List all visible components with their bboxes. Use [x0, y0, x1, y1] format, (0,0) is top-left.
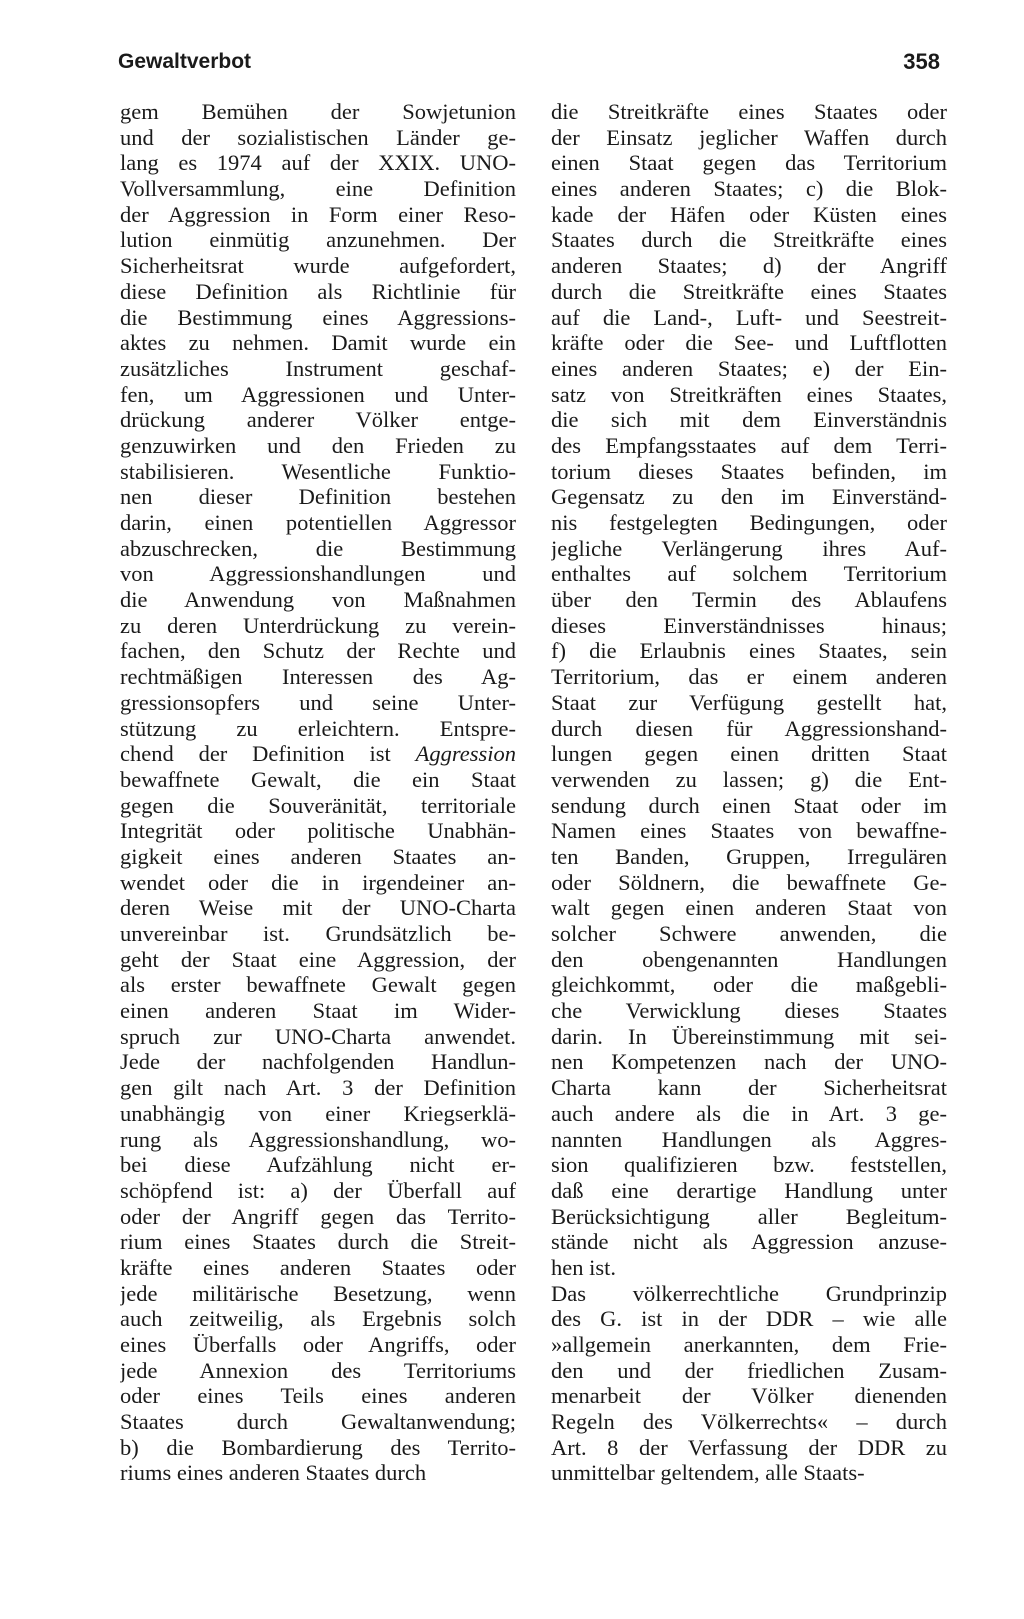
text-line: nannten Handlungen als Aggres-	[551, 1126, 947, 1152]
emphasized-term: Aggression	[415, 741, 516, 767]
text-line: »allgemein anerkannten, dem Frie-	[551, 1332, 947, 1357]
text-line: schöpfend ist: a) der Überfall auf	[120, 1177, 516, 1203]
text-line: fen, um Aggressionen und Unter-	[120, 381, 516, 407]
text-line: rung als Aggressionshandlung, wo-	[120, 1126, 516, 1152]
page-number: 358	[903, 49, 940, 74]
text-line: durch die Streitkräfte eines Staates	[551, 278, 947, 304]
text-line: als erster bewaffnete Gewalt gegen	[120, 972, 516, 998]
text-line: gem Bemühen der Sowjetunion	[120, 99, 516, 124]
text-line: drückung anderer Völker entge-	[120, 407, 516, 433]
text-line: riums eines anderen Staates durch	[120, 1460, 427, 1486]
text-line: diese Definition als Richtlinie für	[120, 278, 516, 304]
text-line: des G. ist in der DDR – wie alle	[551, 1306, 947, 1332]
text-line: Namen eines Staates von bewaffne-	[551, 818, 947, 844]
text-line: b) die Bombardierung des Territo-	[120, 1434, 516, 1460]
text-line: sendung durch einen Staat oder im	[551, 792, 947, 818]
text-line: darin. In Übereinstimmung mit sei-	[551, 1023, 947, 1049]
text-line: unabhängig von einer Kriegserklä-	[120, 1100, 516, 1126]
text-line: genzuwirken und den Frieden zu	[120, 432, 516, 458]
text-line: Staat zur Verfügung gestellt hat,	[551, 689, 947, 715]
text-line: unmittelbar geltendem, alle Staats-	[551, 1460, 865, 1486]
text-line: ten Banden, Gruppen, Irregulären	[551, 843, 947, 869]
text-line: nen Kompetenzen nach der UNO-	[551, 1049, 947, 1075]
text-line: und der sozialistischen Länder ge-	[120, 124, 516, 150]
text-line: f) die Erlaubnis eines Staates, sein	[551, 638, 947, 664]
text-line: Berücksichtigung aller Begleitum-	[551, 1203, 947, 1229]
text-line: oder Söldnern, die bewaffnete Ge-	[551, 869, 947, 895]
text-line: enthaltes auf solchem Territorium	[551, 561, 947, 587]
text-line: Regeln des Völkerrechts« – durch	[551, 1409, 947, 1435]
running-head	[118, 44, 940, 80]
text-line: der Einsatz jeglicher Waffen durch	[551, 124, 947, 150]
text-line: gleichkommt, oder die maßgebli-	[551, 972, 947, 998]
text-line: chend der Definition ist Aggression	[120, 741, 516, 767]
text-line: lang es 1974 auf der XXIX. UNO-	[120, 150, 516, 176]
text-line: geht der Staat eine Aggression, der	[120, 946, 516, 972]
text-line: gressionsopfers und seine Unter-	[120, 689, 516, 715]
text-column-right	[551, 99, 947, 1486]
text-line: auch zeitweilig, als Ergebnis solch	[120, 1306, 516, 1332]
text-line: Staates durch die Streitkräfte eines	[551, 227, 947, 253]
text-line: durch diesen für Aggressionshand-	[551, 715, 947, 741]
text-line: deren Weise mit der UNO-Charta	[120, 895, 516, 921]
text-line: fachen, den Schutz der Rechte und	[120, 638, 516, 664]
text-line: rechtmäßigen Interessen des Ag-	[120, 664, 516, 690]
text-line: einen Staat gegen das Territorium	[551, 150, 947, 176]
text-line: rium eines Staates durch die Streit-	[120, 1229, 516, 1255]
text-line: Das völkerrechtliche Grundprinzip	[551, 1280, 947, 1306]
text-line: bei diese Aufzählung nicht er-	[120, 1152, 516, 1178]
text-line: stabilisieren. Wesentliche Funktio-	[120, 458, 516, 484]
text-line: jede Annexion des Territoriums	[120, 1357, 516, 1383]
text-line: die Anwendung von Maßnahmen	[120, 587, 516, 613]
text-line: jede militärische Besetzung, wenn	[120, 1280, 516, 1306]
text-line: eines Überfalls oder Angriffs, oder	[120, 1332, 516, 1357]
text-line: lungen gegen einen dritten Staat	[551, 741, 947, 767]
text-line: kräfte eines anderen Staates oder	[120, 1254, 516, 1280]
text-line: gigkeit eines anderen Staates an-	[120, 843, 516, 869]
text-line: spruch zur UNO-Charta anwendet.	[120, 1023, 516, 1049]
text-line: gen gilt nach Art. 3 der Definition	[120, 1075, 516, 1101]
text-line: Vollversammlung, eine Definition	[120, 176, 516, 202]
text-line: darin, einen potentiellen Aggressor	[120, 510, 516, 535]
text-line: stände nicht als Aggression anzuse-	[551, 1229, 947, 1255]
text-line: verwenden zu lassen; g) die Ent-	[551, 766, 947, 792]
text-line: gegen die Souveränität, territoriale	[120, 792, 516, 818]
text-line: walt gegen einen anderen Staat von	[551, 895, 947, 921]
text-line: Gegensatz zu den im Einverständ-	[551, 484, 947, 510]
text-line: die sich mit dem Einverständnis	[551, 407, 947, 433]
text-line: einen anderen Staat im Wider-	[120, 998, 516, 1024]
text-line: torium dieses Staates befinden, im	[551, 458, 947, 484]
text-line: che Verwicklung dieses Staates	[551, 998, 947, 1024]
text-line: nis festgelegten Bedingungen, oder	[551, 510, 947, 535]
text-line: der Aggression in Form einer Reso-	[120, 201, 516, 227]
text-line: menarbeit der Völker dienenden	[551, 1383, 947, 1409]
text-line: oder eines Teils eines anderen	[120, 1383, 516, 1409]
text-line: auch andere als die in Art. 3 ge-	[551, 1100, 947, 1126]
text-column-left	[120, 99, 516, 1486]
text-line: aktes zu nehmen. Damit wurde ein	[120, 330, 516, 356]
text-line: stützung zu erleichtern. Entspre-	[120, 715, 516, 741]
text-line: daß eine derartige Handlung unter	[551, 1177, 947, 1203]
text-line: kade der Häfen oder Küsten eines	[551, 201, 947, 227]
text-line: hen ist.	[551, 1254, 616, 1280]
text-line: jegliche Verlängerung ihres Auf-	[551, 535, 947, 561]
text-line: Jede der nachfolgenden Handlun-	[120, 1049, 516, 1075]
text-line: satz von Streitkräften eines Staates,	[551, 381, 947, 407]
text-line: eines anderen Staates; c) die Blok-	[551, 176, 947, 202]
text-line: Staates durch Gewaltanwendung;	[120, 1409, 516, 1435]
text-line: Integrität oder politische Unabhän-	[120, 818, 516, 844]
text-line: zu deren Unterdrückung zu verein-	[120, 612, 516, 638]
text-line: über den Termin des Ablaufens	[551, 587, 947, 613]
text-line: lution einmütig anzunehmen. Der	[120, 227, 516, 253]
text-line: Territorium, das er einem anderen	[551, 664, 947, 690]
text-line: zusätzliches Instrument geschaf-	[120, 355, 516, 381]
text-line: dieses Einverständnisses hinaus;	[551, 612, 947, 638]
text-line: die Bestimmung eines Aggressions-	[120, 304, 516, 330]
text-line: abzuschrecken, die Bestimmung	[120, 535, 516, 561]
text-line: sion qualifizieren bzw. feststellen,	[551, 1152, 947, 1178]
text-line: nen dieser Definition bestehen	[120, 484, 516, 510]
text-line: oder der Angriff gegen das Territo-	[120, 1203, 516, 1229]
text-line: bewaffnete Gewalt, die ein Staat	[120, 766, 516, 792]
text-line: Charta kann der Sicherheitsrat	[551, 1075, 947, 1101]
text-line: Sicherheitsrat wurde aufgefordert,	[120, 253, 516, 279]
text-line: anderen Staates; d) der Angriff	[551, 253, 947, 279]
text-line: des Empfangsstaates auf dem Terri-	[551, 432, 947, 458]
text-line: unvereinbar ist. Grundsätzlich be-	[120, 921, 516, 946]
text-line: den und der friedlichen Zusam-	[551, 1357, 947, 1383]
text-line: kräfte oder die See- und Luftflotten	[551, 330, 947, 356]
text-line: die Streitkräfte eines Staates oder	[551, 99, 947, 124]
text-line: Art. 8 der Verfassung der DDR zu	[551, 1434, 947, 1460]
text-line: den obengenannten Handlungen	[551, 946, 947, 972]
text-line: auf die Land-, Luft- und Seestreit-	[551, 304, 947, 330]
text-line: eines anderen Staates; e) der Ein-	[551, 355, 947, 381]
page-header-title: Gewaltverbot	[118, 50, 252, 73]
text-line: solcher Schwere anwenden, die	[551, 921, 947, 946]
text-line: von Aggressionshandlungen und	[120, 561, 516, 587]
text-line: wendet oder die in irgendeiner an-	[120, 869, 516, 895]
